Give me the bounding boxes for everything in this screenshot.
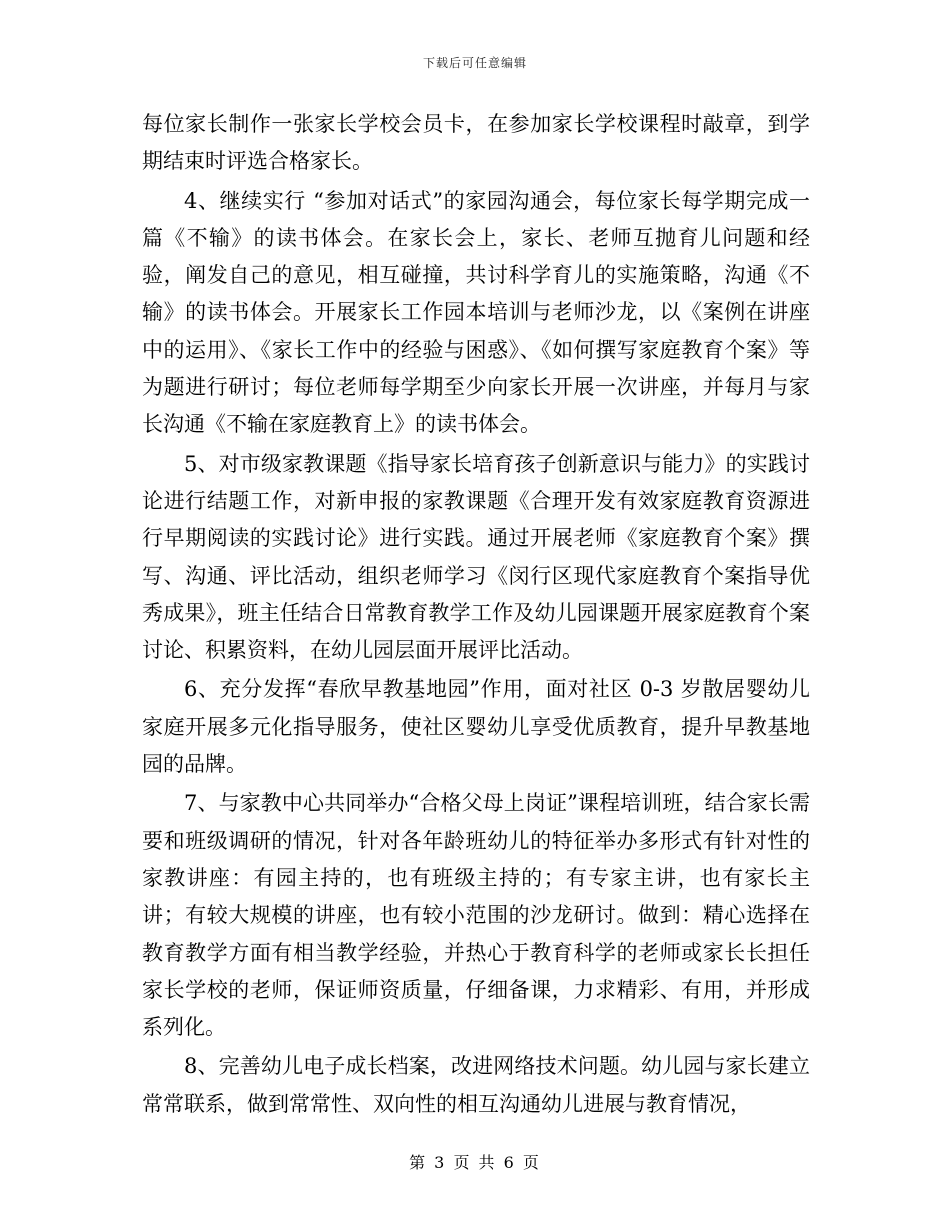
paragraph-item-6: 6、充分发挥“春欣早教基地园”作用，面对社区 0-3 岁散居婴幼儿家庭开展多元化指导服务，使社区婴幼儿享受优质教育，提升早教基地园的品牌。 bbox=[142, 677, 810, 777]
page-header: 下载后可任意编辑 bbox=[422, 56, 527, 70]
paragraph-item-5: 5、对市级家教课题《指导家长培育孩子创新意识与能力》的实践讨论进行结题工作，对新申报的家教课题《合理开发有效家庭教育资源进行早期阅读的实践讨论》进行实践。通过开展老师《家庭教育个案》撰写、沟通、评比活动，组织老师学习《闵行区现代家庭教育个案指导优秀成果》，班主任结合日常教育教学工作及幼儿园课题开展家庭教育个案讨论、积累资料，在幼儿园层面开展评比活动。 bbox=[142, 451, 810, 663]
document-body bbox=[142, 106, 810, 1125]
paragraph-continuation: 每位家长制作一张家长学校会员卡，在参加家长学校课程时敲章，到学期结束时评选合格家长。 bbox=[142, 112, 810, 174]
paragraph-item-7: 7、与家教中心共同举办“合格父母上岗证”课程培训班，结合家长需要和班级调研的情况，针对各年龄班幼儿的特征举办多形式有针对性的家教讲座：有园主持的，也有班级主持的；有专家主讲，也有家长主讲；有较大规模的讲座，也有较小范围的沙龙研讨。做到：精心选择在教育教学方面有相当教学经验，并热心于教育科学的老师或家长长担任家长学校的老师，保证师资质量，仔细备课，力求精彩、有用，并形成系列化。 bbox=[142, 791, 810, 1040]
page-footer: 第 3 页 共 6 页 bbox=[409, 1153, 541, 1172]
paragraph-item-4: 4、继续实行 “参加对话式”的家园沟通会，每位家长每学期完成一篇《不输》的读书体会。在家长会上，家长、老师互抛育儿问题和经验，阐发自己的意见，相互碰撞，共讨科学育儿的实施策略，沟通《不输》的读书体会。开展家长工作园本培训与老师沙龙，以《案例在讲座中的运用》、《家长工作中的经验与困惑》、《如何撰写家庭教育个案》等为题进行研讨；每位老师每学期至少向家长开展一次讲座，并每月与家长沟通《不输在家庭教育上》的读书体会。 bbox=[142, 188, 810, 437]
paragraph-item-8: 8、完善幼儿电子成长档案，改进网络技术问题。幼儿园与家长建立常常联系，做到常常性、双向性的相互沟通幼儿进展与教育情况， bbox=[142, 1054, 810, 1116]
